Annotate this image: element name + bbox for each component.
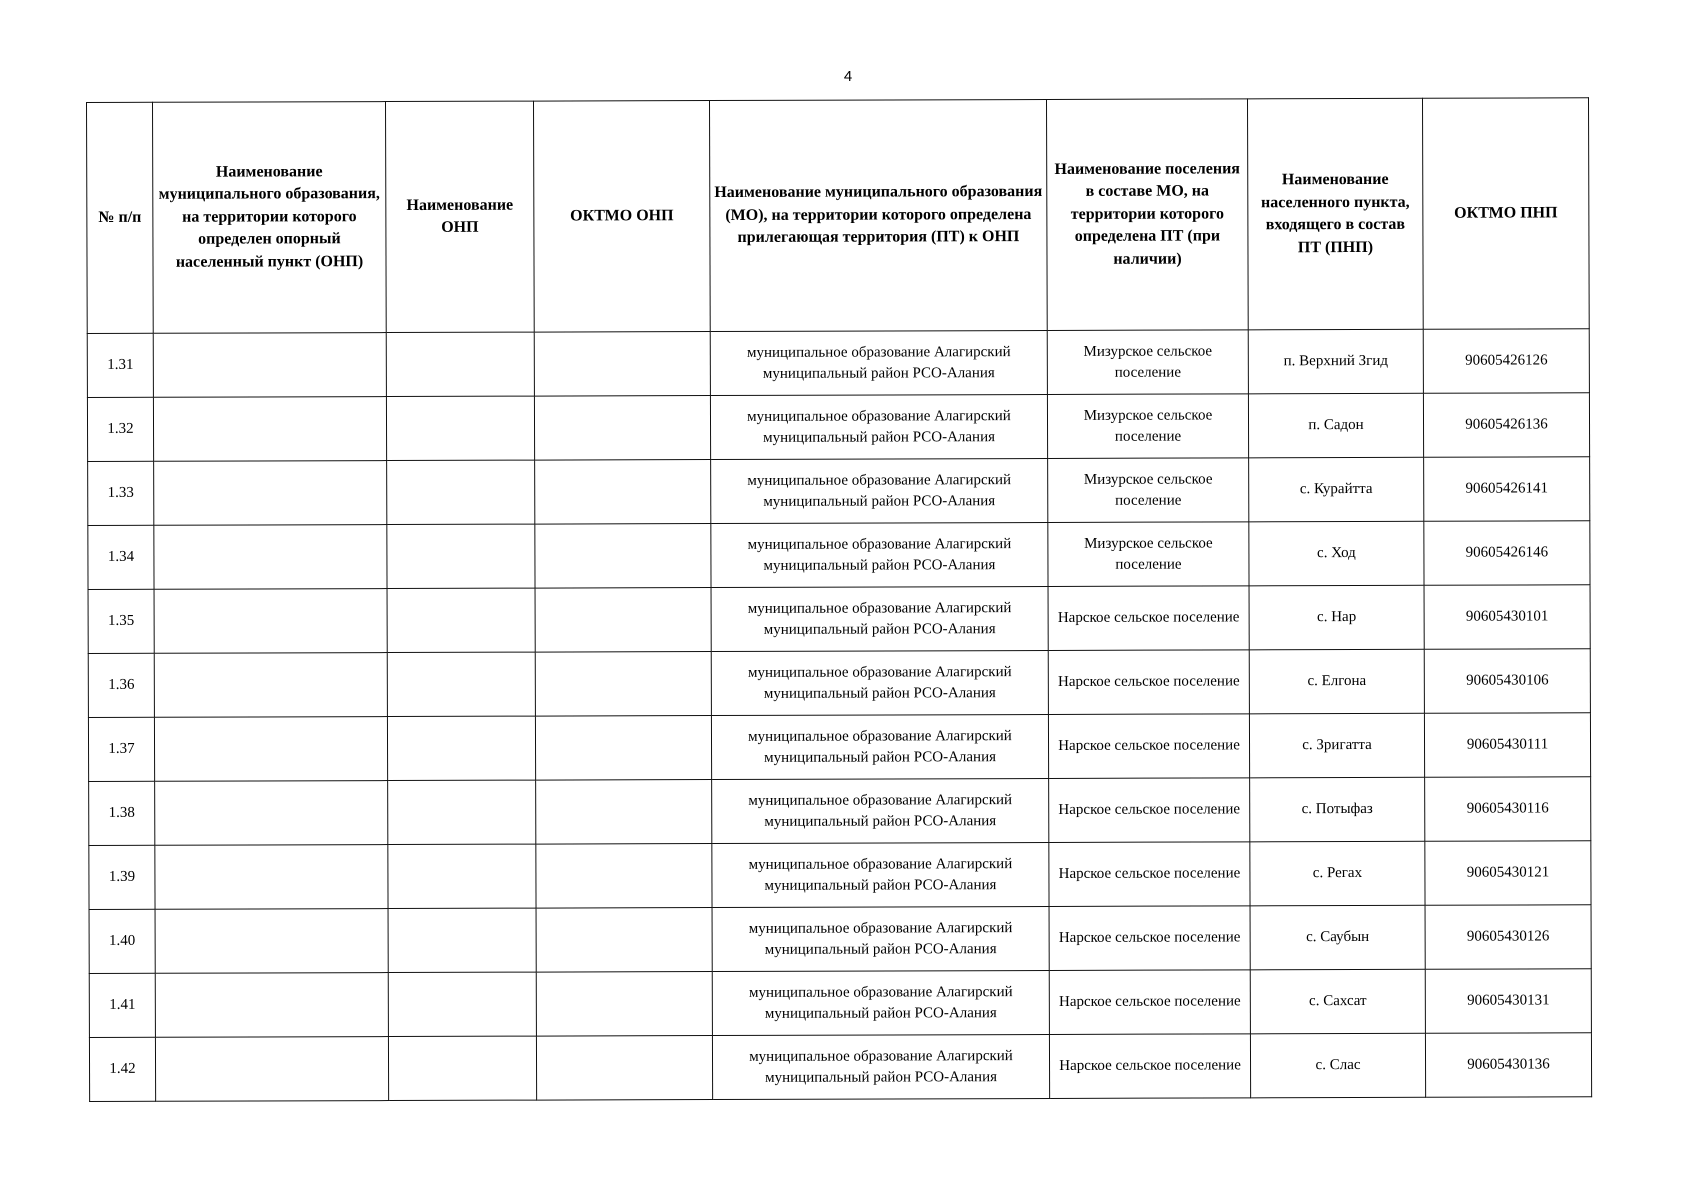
header-oktmo-pnp: ОКТМО ПНП xyxy=(1422,98,1589,330)
table-row xyxy=(88,521,1590,590)
cell-settlement: Нарское сельское поселение xyxy=(1048,714,1249,779)
cell-settlement: Нарское сельское поселение xyxy=(1049,778,1250,843)
cell-onp-name xyxy=(386,332,534,396)
table-row xyxy=(88,713,1590,782)
cell-mo-pt: муниципальное образование Алагирский муниципальный район РСО-Алания xyxy=(711,714,1048,779)
cell-number: 1.41 xyxy=(89,973,155,1037)
cell-oktmo-onp xyxy=(536,844,712,909)
cell-oktmo-onp xyxy=(536,972,712,1037)
cell-settlement: Мизурское сельское поселение xyxy=(1048,522,1249,587)
cell-number: 1.37 xyxy=(88,717,154,781)
cell-number: 1.34 xyxy=(88,525,154,589)
page-number: 4 xyxy=(843,68,853,85)
cell-onp-name xyxy=(387,460,535,524)
cell-mo-pt: муниципальное образование Алагирский муниципальный район РСО-Алания xyxy=(711,522,1048,587)
cell-mo-onp xyxy=(155,1037,388,1102)
cell-mo-pt: муниципальное образование Алагирский муниципальный район РСО-Алания xyxy=(712,778,1049,843)
cell-settlement: Нарское сельское поселение xyxy=(1048,586,1249,651)
cell-oktmo-onp xyxy=(536,1036,712,1101)
cell-pnp-name: с. Слас xyxy=(1250,1033,1425,1098)
cell-pnp-name: с. Ход xyxy=(1249,521,1424,586)
cell-settlement: Нарское сельское поселение xyxy=(1049,842,1250,907)
cell-mo-onp xyxy=(155,845,388,910)
table-row xyxy=(88,457,1590,526)
cell-oktmo-onp xyxy=(534,332,710,397)
cell-oktmo-onp xyxy=(536,908,712,973)
cell-onp-name xyxy=(388,844,536,908)
cell-number: 1.39 xyxy=(89,845,155,909)
cell-oktmo-onp xyxy=(535,588,711,653)
table-row xyxy=(88,649,1590,718)
header-onp-name: Наименование ОНП xyxy=(386,101,535,332)
cell-oktmo-pnp: 90605430111 xyxy=(1424,713,1590,778)
table-row xyxy=(87,329,1589,398)
cell-pnp-name: с. Потыфаз xyxy=(1250,777,1425,842)
cell-number: 1.42 xyxy=(89,1037,155,1101)
cell-pnp-name: п. Садон xyxy=(1248,393,1423,458)
cell-oktmo-onp xyxy=(535,460,711,525)
cell-number: 1.33 xyxy=(88,461,154,525)
cell-oktmo-pnp: 90605426146 xyxy=(1424,521,1590,586)
cell-pnp-name: с. Регах xyxy=(1250,841,1425,906)
cell-pnp-name: с. Зригатта xyxy=(1249,713,1424,778)
table-row xyxy=(88,585,1590,654)
cell-mo-pt: муниципальное образование Алагирский муниципальный район РСО-Алания xyxy=(711,586,1048,651)
cell-pnp-name: с. Елгона xyxy=(1249,649,1424,714)
cell-onp-name xyxy=(387,716,535,780)
table-row xyxy=(89,1033,1591,1102)
table-row xyxy=(89,969,1591,1038)
cell-settlement: Нарское сельское поселение xyxy=(1049,970,1250,1035)
cell-mo-onp xyxy=(155,909,388,974)
cell-pnp-name: с. Сахсат xyxy=(1250,969,1425,1034)
cell-mo-onp xyxy=(154,589,387,654)
cell-settlement: Нарское сельское поселение xyxy=(1049,906,1250,971)
header-oktmo-onp: ОКТМО ОНП xyxy=(533,101,710,333)
cell-oktmo-pnp: 90605430136 xyxy=(1425,1033,1591,1098)
data-table xyxy=(86,97,1592,1102)
cell-oktmo-onp xyxy=(536,780,712,845)
table-body xyxy=(87,329,1591,1102)
cell-oktmo-onp xyxy=(535,652,711,717)
cell-mo-pt: муниципальное образование Алагирский муниципальный район РСО-Алания xyxy=(712,970,1049,1035)
cell-number: 1.31 xyxy=(87,333,153,397)
cell-onp-name xyxy=(387,524,535,588)
header-pnp-name: Наименование населенного пункта, входящего в состав ПТ (ПНП) xyxy=(1247,98,1423,330)
cell-oktmo-pnp: 90605426141 xyxy=(1424,457,1590,522)
header-row xyxy=(87,98,1590,334)
cell-oktmo-pnp: 90605430101 xyxy=(1424,585,1590,650)
cell-oktmo-pnp: 90605426126 xyxy=(1423,329,1589,394)
cell-oktmo-onp xyxy=(534,396,710,461)
cell-mo-pt: муниципальное образование Алагирский муниципальный район РСО-Алания xyxy=(710,330,1047,395)
cell-mo-pt: муниципальное образование Алагирский муниципальный район РСО-Алания xyxy=(710,394,1047,459)
header-mo-pt: Наименование муниципального образования (МО), на территории которого определена прилегающая территория (ПТ) к ОНП xyxy=(709,99,1047,331)
cell-number: 1.35 xyxy=(88,589,154,653)
table-row xyxy=(89,777,1591,846)
table-header xyxy=(87,98,1590,334)
cell-oktmo-pnp: 90605430126 xyxy=(1425,905,1591,970)
cell-mo-pt: муниципальное образование Алагирский муниципальный район РСО-Алания xyxy=(712,1034,1049,1099)
cell-mo-pt: муниципальное образование Алагирский муниципальный район РСО-Алания xyxy=(712,842,1049,907)
cell-number: 1.38 xyxy=(89,781,155,845)
cell-oktmo-pnp: 90605426136 xyxy=(1423,393,1589,458)
cell-mo-onp xyxy=(155,973,388,1038)
cell-number: 1.40 xyxy=(89,909,155,973)
table-row xyxy=(89,905,1591,974)
cell-mo-pt: муниципальное образование Алагирский муниципальный район РСО-Алания xyxy=(712,906,1049,971)
header-number: № п/п xyxy=(87,102,154,333)
cell-onp-name xyxy=(388,972,536,1036)
cell-mo-onp xyxy=(154,653,387,718)
cell-onp-name xyxy=(388,908,536,972)
cell-oktmo-pnp: 90605430116 xyxy=(1425,777,1591,842)
cell-number: 1.36 xyxy=(88,653,154,717)
cell-pnp-name: с. Курайтта xyxy=(1249,457,1424,522)
cell-settlement: Мизурское сельское поселение xyxy=(1047,330,1248,395)
cell-mo-onp xyxy=(153,397,386,462)
cell-settlement: Мизурское сельское поселение xyxy=(1048,458,1249,523)
cell-mo-onp xyxy=(154,461,387,526)
cell-onp-name xyxy=(386,396,534,460)
cell-onp-name xyxy=(387,652,535,716)
cell-mo-pt: муниципальное образование Алагирский муниципальный район РСО-Алания xyxy=(711,650,1048,715)
cell-mo-onp xyxy=(153,333,386,398)
cell-pnp-name: с. Саубын xyxy=(1250,905,1425,970)
cell-mo-onp xyxy=(155,781,388,846)
cell-mo-onp xyxy=(154,717,387,782)
cell-pnp-name: с. Нар xyxy=(1249,585,1424,650)
table-row xyxy=(89,841,1591,910)
cell-settlement: Мизурское сельское поселение xyxy=(1047,394,1248,459)
cell-oktmo-pnp: 90605430121 xyxy=(1425,841,1591,906)
cell-number: 1.32 xyxy=(87,397,153,461)
cell-onp-name xyxy=(388,1036,536,1100)
cell-onp-name xyxy=(387,588,535,652)
cell-mo-onp xyxy=(154,525,387,590)
cell-oktmo-pnp: 90605430106 xyxy=(1424,649,1590,714)
cell-onp-name xyxy=(388,780,536,844)
header-mo-onp: Наименование муниципального образования, на территории которого определен опорный населенный пункт (ОНП) xyxy=(153,102,387,334)
cell-oktmo-onp xyxy=(535,524,711,589)
cell-pnp-name: п. Верхний Згид xyxy=(1248,329,1423,394)
cell-oktmo-pnp: 90605430131 xyxy=(1425,969,1591,1034)
table-row xyxy=(87,393,1589,462)
cell-settlement: Нарское сельское поселение xyxy=(1048,650,1249,715)
cell-settlement: Нарское сельское поселение xyxy=(1049,1034,1250,1099)
header-settlement: Наименование поселения в составе МО, на территории которого определена ПТ (при наличии) xyxy=(1046,99,1248,331)
cell-mo-pt: муниципальное образование Алагирский муниципальный район РСО-Алания xyxy=(711,458,1048,523)
cell-oktmo-onp xyxy=(535,716,711,781)
